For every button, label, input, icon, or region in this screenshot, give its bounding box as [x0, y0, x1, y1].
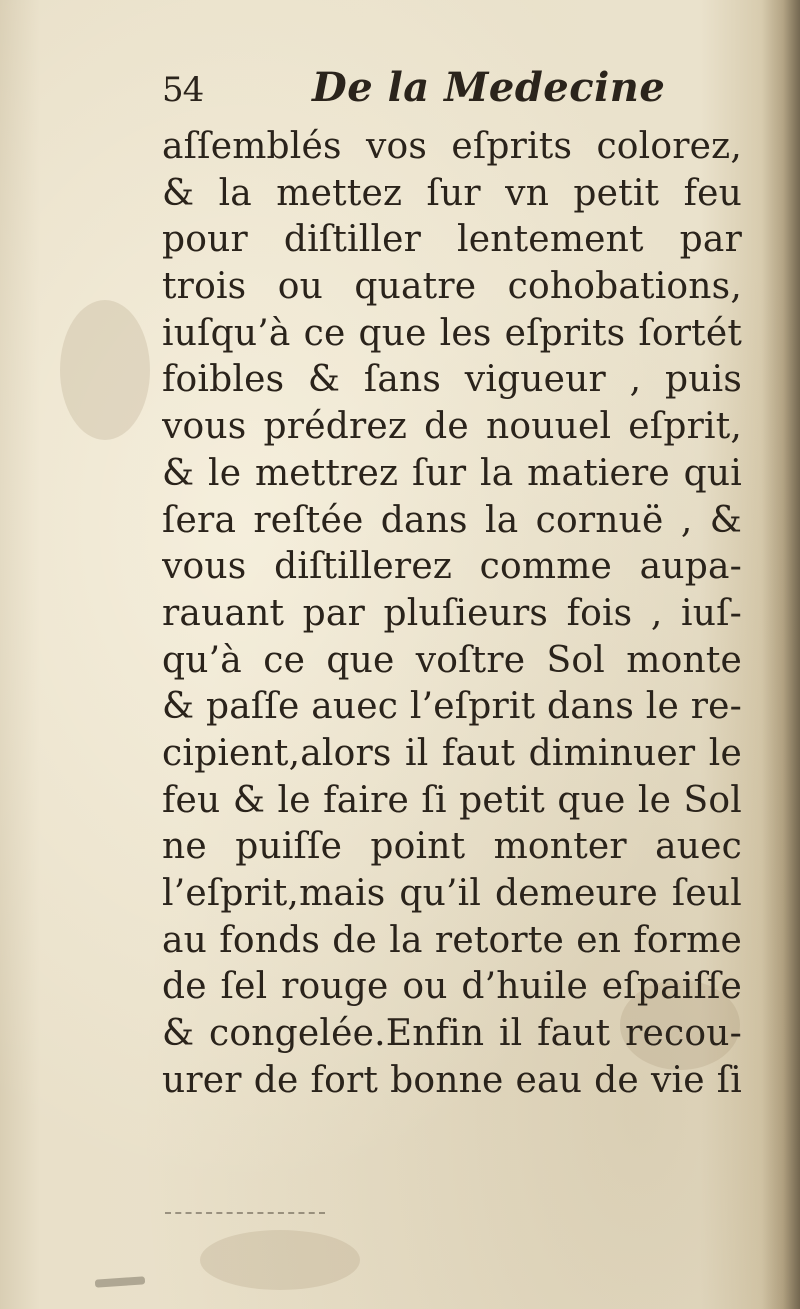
text-line: & paſſe auec l’eſprit dans le re-: [162, 686, 742, 728]
page-number: 54: [162, 70, 204, 110]
text-line: & congelée.Enfin il faut recou-: [162, 1013, 742, 1055]
text-line: vous prédrez de nouuel eſprit,: [162, 406, 742, 448]
text-line: l’eſprit,mais qu’il demeure ſeul: [162, 873, 742, 914]
text-line: & le mettrez ſur la matiere qui: [162, 452, 742, 494]
page-header: [162, 62, 742, 124]
text-line: qu’à ce que voſtre Sol monte: [162, 639, 742, 681]
ink-smudge: [95, 1276, 145, 1287]
running-title: De la Medecine: [312, 64, 666, 111]
text-line: pour diſtiller lentement par: [162, 219, 742, 261]
text-line: vous diſtillerez comme aupa-: [162, 546, 742, 588]
text-line: au fonds de la retorte en forme: [162, 919, 742, 961]
body-text: [162, 124, 742, 1104]
bottom-rule: [165, 1212, 325, 1214]
text-line: iuſqu’à ce que les eſprits ſortét: [162, 312, 742, 354]
text-line: foibles & ſans vigueur , puis: [162, 359, 742, 401]
paper-stain: [200, 1230, 360, 1290]
text-line: aſſemblés vos eſprits colorez,: [162, 126, 742, 167]
text-line: feu & le faire ſi petit que le Sol: [162, 779, 742, 821]
text-line: ſera reſtée dans la cornuë , &: [162, 499, 742, 541]
text-line: & la mettez ſur vn petit feu: [162, 172, 742, 214]
text-line: urer de fort bonne eau de vie ſi: [162, 1059, 742, 1101]
page-gutter-shadow: [762, 0, 800, 1309]
paper-stain: [60, 300, 150, 440]
text-line: cipient,alors il faut diminuer le: [162, 732, 742, 774]
text-line: ne puiſſe point monter auec: [162, 826, 742, 868]
text-line: de ſel rouge ou d’huile eſpaiſſe: [162, 966, 742, 1008]
text-line: trois ou quatre cohobations,: [162, 266, 742, 308]
text-line: rauant par pluſieurs fois , iuſ-: [162, 592, 742, 634]
